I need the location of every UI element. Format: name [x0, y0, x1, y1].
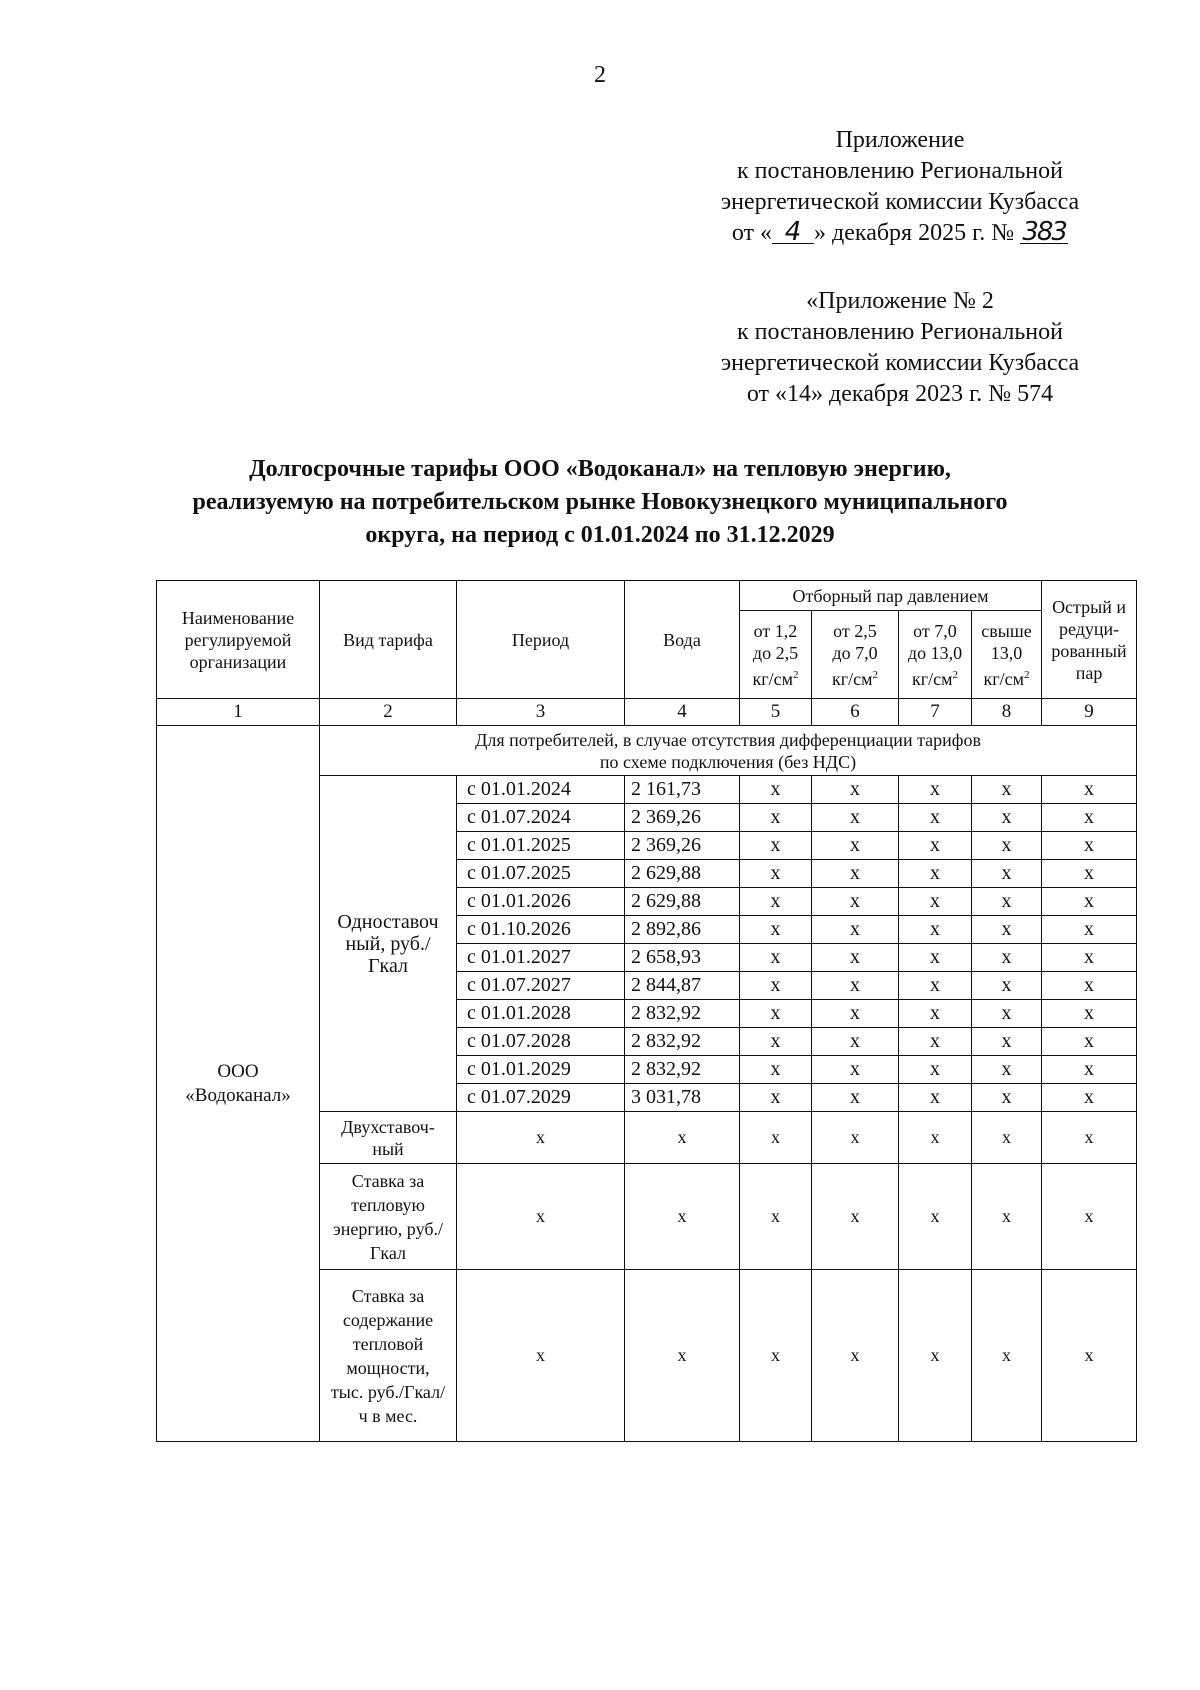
- x-cell: х: [1042, 776, 1137, 804]
- x-cell: х: [740, 1084, 812, 1112]
- x-cell: х: [812, 1164, 899, 1270]
- col-number: 9: [1042, 699, 1137, 726]
- header-pressure-4: свыше 13,0 $кг/см^2$: [972, 611, 1042, 699]
- x-cell: х: [812, 1000, 899, 1028]
- x-cell: х: [972, 1056, 1042, 1084]
- x-cell: х: [457, 1164, 625, 1270]
- x-cell: х: [812, 832, 899, 860]
- x-cell: х: [740, 944, 812, 972]
- x-cell: х: [972, 972, 1042, 1000]
- period-cell: с 01.07.2028: [457, 1028, 625, 1056]
- header-period: Период: [457, 581, 625, 699]
- x-cell: х: [625, 1270, 740, 1442]
- x-cell: х: [899, 1112, 972, 1164]
- header-pressure-1: от 1,2 до 2,5 $кг/см^2$: [740, 611, 812, 699]
- x-cell: х: [457, 1270, 625, 1442]
- x-cell: х: [1042, 860, 1137, 888]
- appendix-line: к постановлению Региональной: [737, 158, 1063, 184]
- water-value: 2 161,73: [625, 776, 740, 804]
- x-cell: х: [899, 1164, 972, 1270]
- x-cell: х: [899, 916, 972, 944]
- appendix-line: к постановлению Региональной: [737, 319, 1063, 345]
- x-cell: х: [740, 1056, 812, 1084]
- x-cell: х: [972, 944, 1042, 972]
- x-cell: х: [1042, 944, 1137, 972]
- appendix-header-original: [680, 286, 1120, 410]
- appendix-line: Приложение: [835, 127, 965, 153]
- capacity-rate-label: Ставка за содержание тепловой мощности, тыс. руб./Гкал/ч в мес.: [320, 1270, 457, 1442]
- org-name-cell: ООО «Водоканал»: [157, 726, 320, 1442]
- x-cell: х: [1042, 1084, 1137, 1112]
- x-cell: х: [457, 1112, 625, 1164]
- two-rate-label: Двухставоч-ный: [320, 1112, 457, 1164]
- x-cell: х: [1042, 1056, 1137, 1084]
- period-cell: с 01.07.2027: [457, 972, 625, 1000]
- water-value: 2 629,88: [625, 860, 740, 888]
- x-cell: х: [812, 944, 899, 972]
- page-number: 2: [594, 62, 606, 88]
- x-cell: х: [972, 1000, 1042, 1028]
- x-cell: х: [812, 916, 899, 944]
- x-cell: х: [740, 804, 812, 832]
- x-cell: х: [812, 1084, 899, 1112]
- x-cell: х: [1042, 1112, 1137, 1164]
- col-number: 1: [157, 699, 320, 726]
- x-cell: х: [625, 1164, 740, 1270]
- x-cell: х: [1042, 1000, 1137, 1028]
- x-cell: х: [1042, 1164, 1137, 1270]
- title-line: Долгосрочные тарифы ООО «Водоканал» на тепловую энергию,: [249, 456, 951, 482]
- x-cell: х: [899, 1028, 972, 1056]
- x-cell: х: [972, 804, 1042, 832]
- consumer-note: Для потребителей, в случае отсутствия дифференциации тарифов по схеме подключения (без НДС): [320, 726, 1137, 776]
- appendix-line: «Приложение № 2: [806, 288, 994, 314]
- x-cell: х: [899, 860, 972, 888]
- x-cell: х: [1042, 916, 1137, 944]
- appendix-date-line: [680, 218, 1120, 249]
- x-cell: х: [972, 1270, 1042, 1442]
- x-cell: х: [972, 888, 1042, 916]
- x-cell: х: [812, 776, 899, 804]
- x-cell: х: [625, 1112, 740, 1164]
- water-value: 2 629,88: [625, 888, 740, 916]
- x-cell: х: [740, 1028, 812, 1056]
- x-cell: х: [899, 1000, 972, 1028]
- x-cell: х: [812, 804, 899, 832]
- header-tariff-type: Вид тарифа: [320, 581, 457, 699]
- header-water: Вода: [625, 581, 740, 699]
- x-cell: х: [899, 804, 972, 832]
- x-cell: х: [899, 1056, 972, 1084]
- x-cell: х: [740, 1270, 812, 1442]
- x-cell: х: [1042, 972, 1137, 1000]
- column-number-row: [157, 699, 1137, 726]
- col-number: 4: [625, 699, 740, 726]
- period-cell: с 01.01.2028: [457, 1000, 625, 1028]
- period-cell: с 01.07.2025: [457, 860, 625, 888]
- x-cell: х: [812, 860, 899, 888]
- water-value: 2 844,87: [625, 972, 740, 1000]
- x-cell: х: [899, 944, 972, 972]
- header-pressure-2: от 2,5 до 7,0 $кг/см^2$: [812, 611, 899, 699]
- x-cell: х: [899, 972, 972, 1000]
- x-cell: х: [899, 1270, 972, 1442]
- x-cell: х: [972, 860, 1042, 888]
- title-line: реализуемую на потребительском рынке Новокузнецкого муниципального: [192, 489, 1008, 515]
- header-org: Наименование регулируемой организации: [157, 581, 320, 699]
- x-cell: х: [899, 888, 972, 916]
- header-sharp-steam: Острый и редуци-рованный пар: [1042, 581, 1137, 699]
- x-cell: х: [812, 972, 899, 1000]
- water-value: 2 369,26: [625, 832, 740, 860]
- period-cell: с 01.01.2024: [457, 776, 625, 804]
- x-cell: х: [740, 888, 812, 916]
- water-value: 2 832,92: [625, 1028, 740, 1056]
- x-cell: х: [972, 916, 1042, 944]
- x-cell: х: [812, 888, 899, 916]
- col-number: 6: [812, 699, 899, 726]
- tariff-table: [156, 580, 1137, 1442]
- x-cell: х: [740, 972, 812, 1000]
- appendix-header-current: [680, 125, 1120, 249]
- x-cell: х: [740, 1112, 812, 1164]
- water-value: 2 832,92: [625, 1056, 740, 1084]
- x-cell: х: [972, 832, 1042, 860]
- x-cell: х: [899, 832, 972, 860]
- x-cell: х: [740, 1000, 812, 1028]
- water-value: 2 892,86: [625, 916, 740, 944]
- period-cell: с 01.07.2029: [457, 1084, 625, 1112]
- x-cell: х: [1042, 1270, 1137, 1442]
- x-cell: х: [812, 1056, 899, 1084]
- x-cell: х: [1042, 888, 1137, 916]
- appendix-line: энергетической комиссии Кузбасса: [720, 189, 1080, 215]
- col-number: 7: [899, 699, 972, 726]
- energy-rate-label: Ставка за тепловую энергию, руб./Гкал: [320, 1164, 457, 1270]
- appendix-line: энергетической комиссии Кузбасса: [720, 350, 1080, 376]
- water-value: 2 658,93: [625, 944, 740, 972]
- x-cell: х: [740, 1164, 812, 1270]
- single-rate-label: Одноставоч ный, руб./Гкал: [320, 776, 457, 1112]
- x-cell: х: [1042, 804, 1137, 832]
- water-value: 3 031,78: [625, 1084, 740, 1112]
- x-cell: х: [972, 1028, 1042, 1056]
- col-number: 2: [320, 699, 457, 726]
- x-cell: х: [740, 916, 812, 944]
- period-cell: с 01.10.2026: [457, 916, 625, 944]
- period-cell: с 01.01.2025: [457, 832, 625, 860]
- x-cell: х: [1042, 1028, 1137, 1056]
- x-cell: х: [740, 860, 812, 888]
- x-cell: х: [1042, 832, 1137, 860]
- date-prefix: от «: [731, 220, 773, 246]
- col-number: 3: [457, 699, 625, 726]
- x-cell: х: [972, 1112, 1042, 1164]
- handwritten-number: 383: [1020, 221, 1068, 244]
- x-cell: х: [899, 776, 972, 804]
- period-cell: с 01.01.2027: [457, 944, 625, 972]
- x-cell: х: [812, 1270, 899, 1442]
- x-cell: х: [740, 832, 812, 860]
- period-cell: с 01.01.2029: [457, 1056, 625, 1084]
- col-number: 8: [972, 699, 1042, 726]
- x-cell: х: [899, 1084, 972, 1112]
- document-title: [60, 453, 1140, 552]
- period-cell: с 01.01.2026: [457, 888, 625, 916]
- x-cell: х: [812, 1112, 899, 1164]
- water-value: 2 369,26: [625, 804, 740, 832]
- appendix-line: от «14» декабря 2023 г. № 574: [746, 381, 1054, 407]
- x-cell: х: [972, 1164, 1042, 1270]
- x-cell: х: [740, 776, 812, 804]
- date-mid: » декабря 2025 г. №: [814, 220, 1015, 246]
- col-number: 5: [740, 699, 812, 726]
- handwritten-day: 4: [772, 221, 814, 244]
- header-steam-group: Отборный пар давлением: [740, 581, 1042, 611]
- header-pressure-3: от 7,0 до 13,0 $кг/см^2$: [899, 611, 972, 699]
- period-cell: с 01.07.2024: [457, 804, 625, 832]
- x-cell: х: [972, 1084, 1042, 1112]
- x-cell: х: [972, 776, 1042, 804]
- x-cell: х: [812, 1028, 899, 1056]
- water-value: 2 832,92: [625, 1000, 740, 1028]
- title-line: округа, на период с 01.01.2024 по 31.12.2029: [365, 522, 835, 548]
